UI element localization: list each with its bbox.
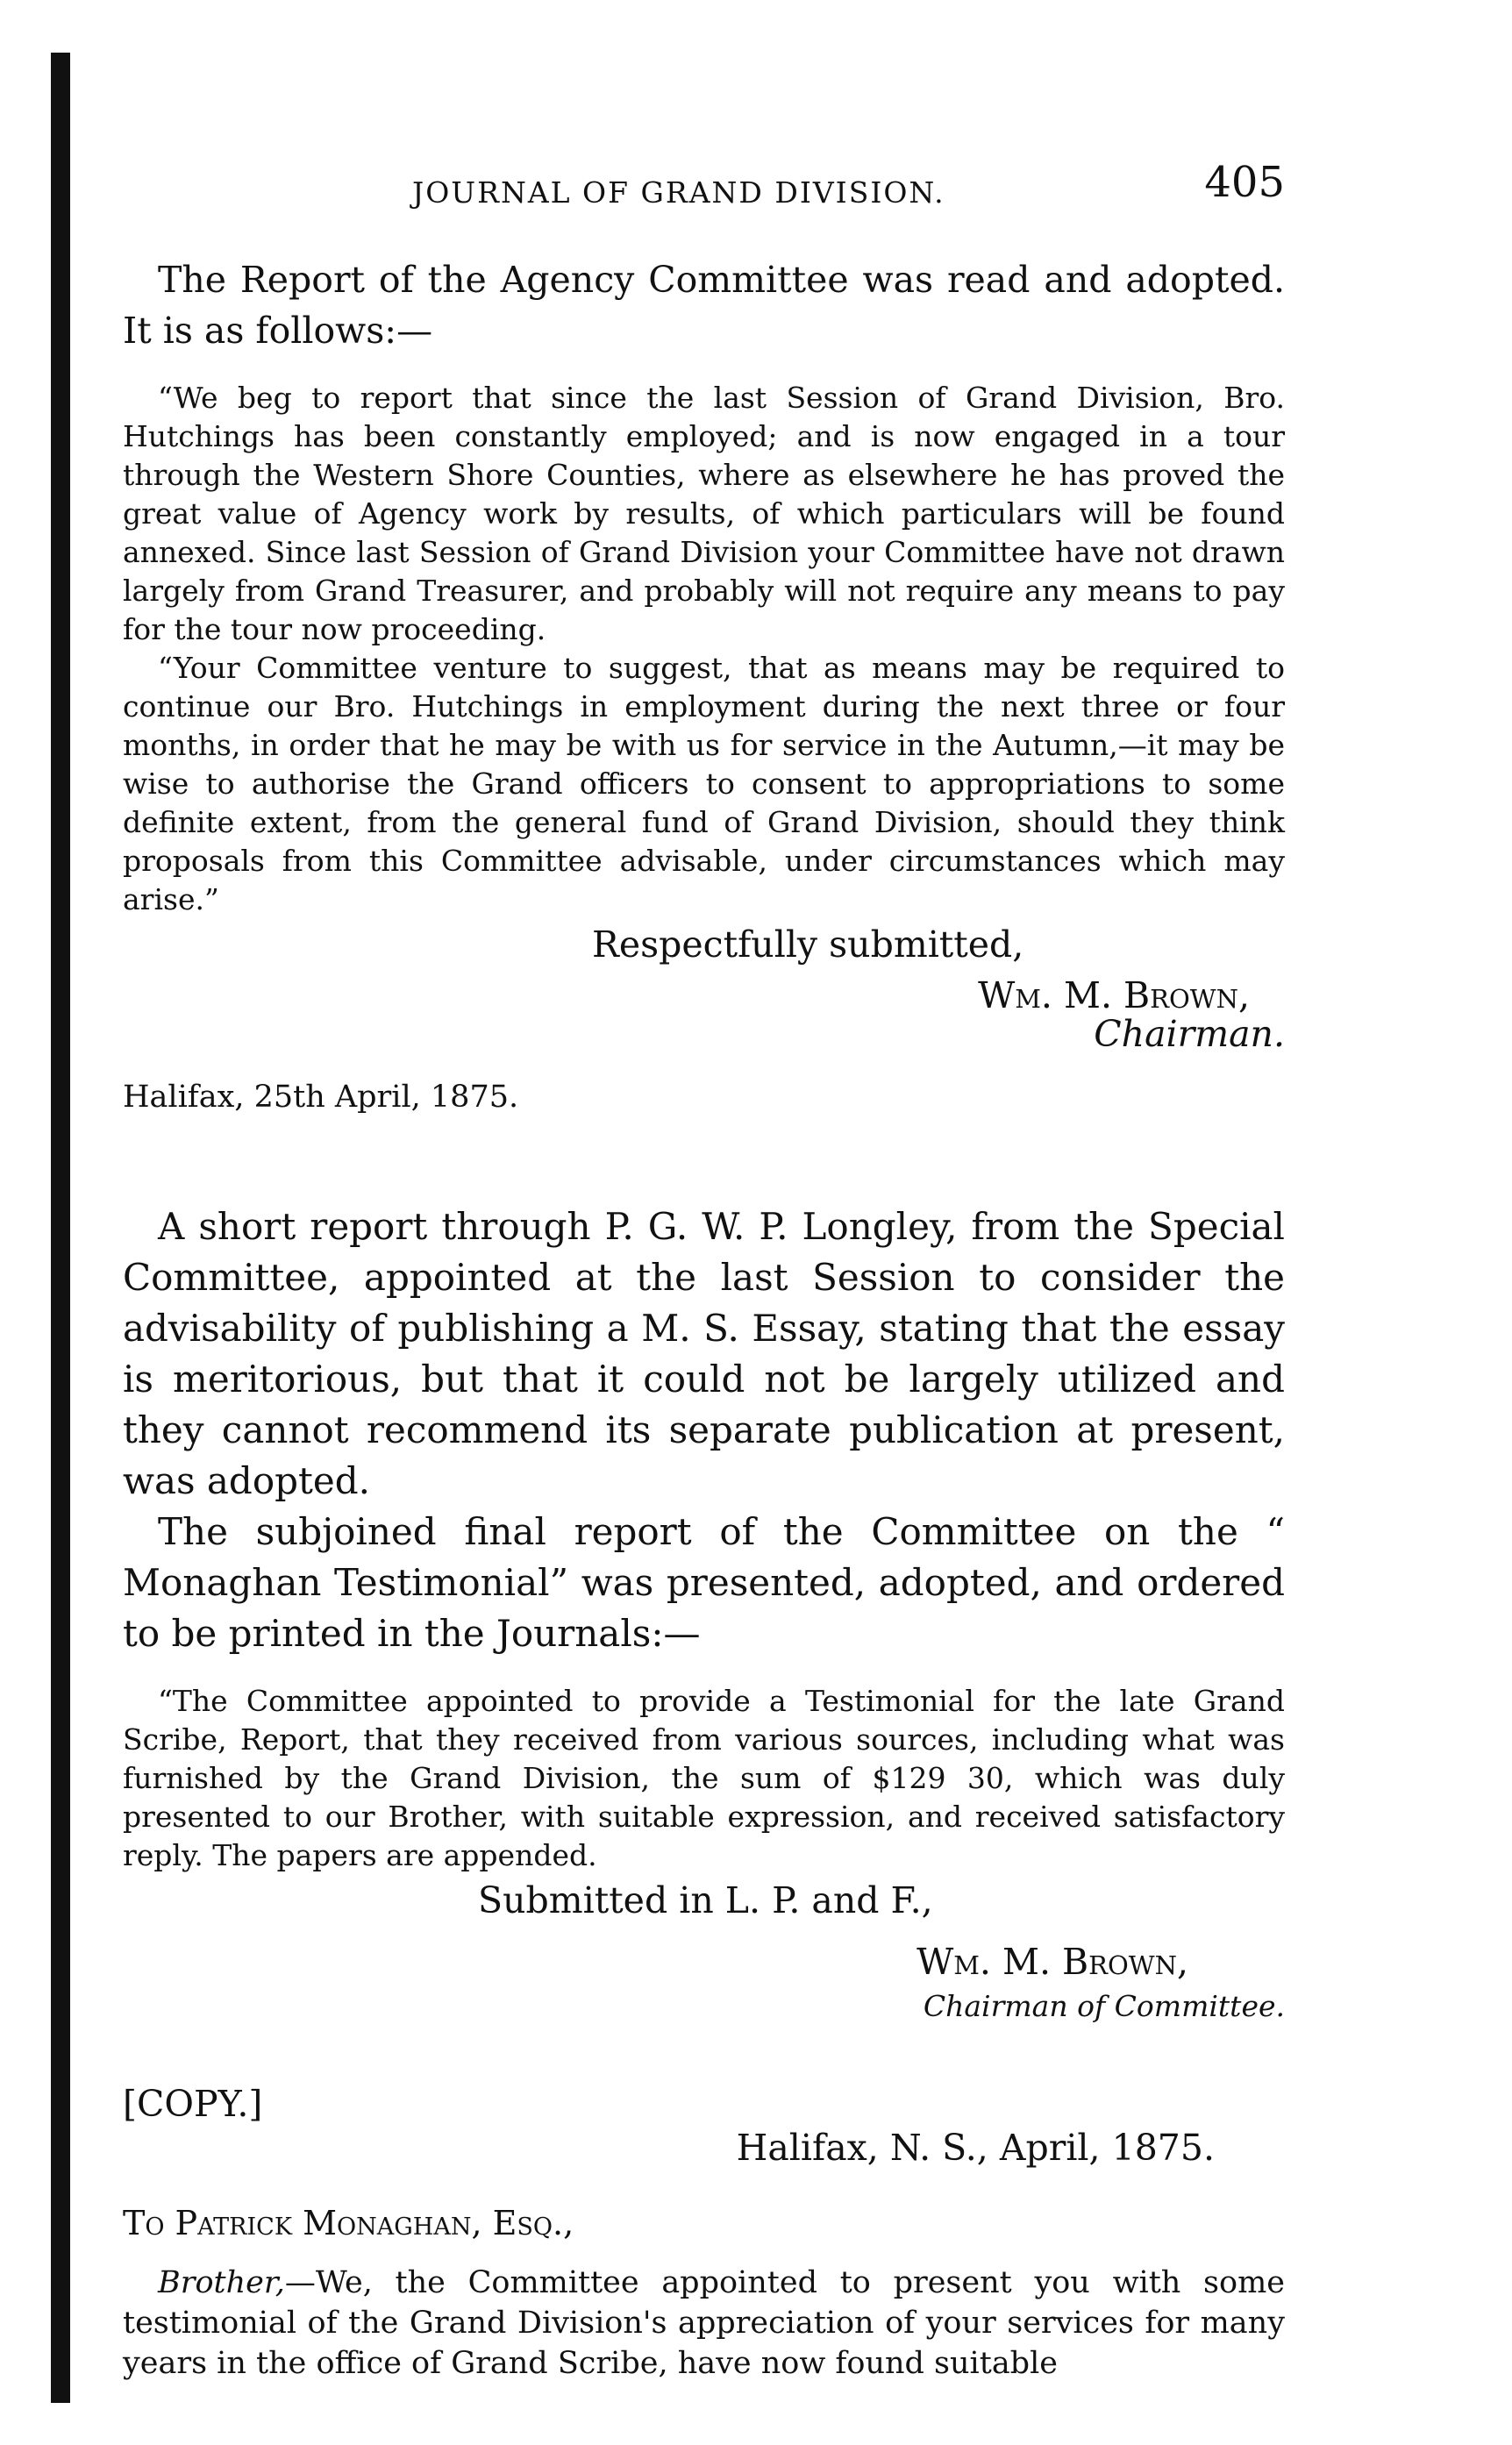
testimonial-intro-paragraph: The subjoined final report of the Committee on the “ Monaghan Testimonial” was presented, adopted, and ordered to be printed in the Journals:— xyxy=(123,1510,1285,1655)
agency-signer: Wm. M. Brown, xyxy=(978,974,1250,1016)
testimonial-signer-title: Chairman of Committee. xyxy=(923,1989,1285,2023)
agency-report-quote-1: “We beg to report that since the last Session of Grand Division, Bro. Hutchings has been constantly employed; and is now engaged in a tour through the Western Shore Counties, where as elsewhere he has proved the great value of Agency work by results, of which particulars will be found annexed. Since last Session of Grand Division your Committee have not drawn largely from Grand Treasurer, and probably will not require any means to pay for the tour now proceeding. xyxy=(123,381,1285,646)
essay-report-paragraph: A short report through P. G. W. P. Longley, from the Special Committee, appointed at the last Session to consider the advisability of publishing a M. S. Essay, stating that the essay is meritorious, but that it could not be largely utilized and they cannot recommend its separate publication at present, was adopted. xyxy=(123,1205,1285,1502)
letter-place-date: Halifax, N. S., April, 1875. xyxy=(736,2127,1215,2169)
agency-closing: Respectfully submitted, xyxy=(592,923,1024,966)
testimonial-closing: Submitted in L. P. and F., xyxy=(478,1879,933,1921)
binding-edge xyxy=(51,53,70,2403)
page-number: 405 xyxy=(1204,158,1285,207)
letter-body xyxy=(123,2263,1285,2384)
running-title: JOURNAL OF GRAND DIVISION. xyxy=(412,175,945,210)
book-page xyxy=(123,158,1285,2384)
agency-report-intro: The Report of the Agency Committee was read and adopted. It is as follows:— xyxy=(123,259,1285,352)
agency-report-quote-2: “Your Committee venture to suggest, that as means may be required to continue our Bro. Hutchings in employment during the next three or four months, in order that he may be with us for service in the Autumn,—it may be wise to authorise the Grand officers to consent to appropriations to some definite extent, from the general fund of Grand Division, should they think proposals from this Committee advisable, under circumstances which may arise.” xyxy=(123,651,1285,916)
testimonial-report-quote: “The Committee appointed to provide a Testimonial for the late Grand Scribe, Report, that they received from various sources, including what was furnished by the Grand Division, the sum of $129 30, which was duly presented to our Brother, with suitable expression, and received satisfactory reply. The papers are appended. xyxy=(123,1684,1285,1872)
letter-body-text: —We, the Committee appointed to present you with some testimonial of the Grand Division's appreciation of your services for many years in the office of Grand Scribe, have now found suitable xyxy=(123,2265,1285,2381)
agency-signer-title: Chairman. xyxy=(1094,1013,1285,1055)
letter-salutation: Brother, xyxy=(158,2265,285,2300)
running-head xyxy=(123,158,1285,219)
copy-label: [COPY.] xyxy=(123,2083,263,2125)
testimonial-signer: Wm. M. Brown, xyxy=(916,1941,1188,1983)
letter-addressee: To Patrick Monaghan, Esq., xyxy=(123,2204,574,2242)
agency-place-date: Halifax, 25th April, 1875. xyxy=(123,1080,519,1115)
